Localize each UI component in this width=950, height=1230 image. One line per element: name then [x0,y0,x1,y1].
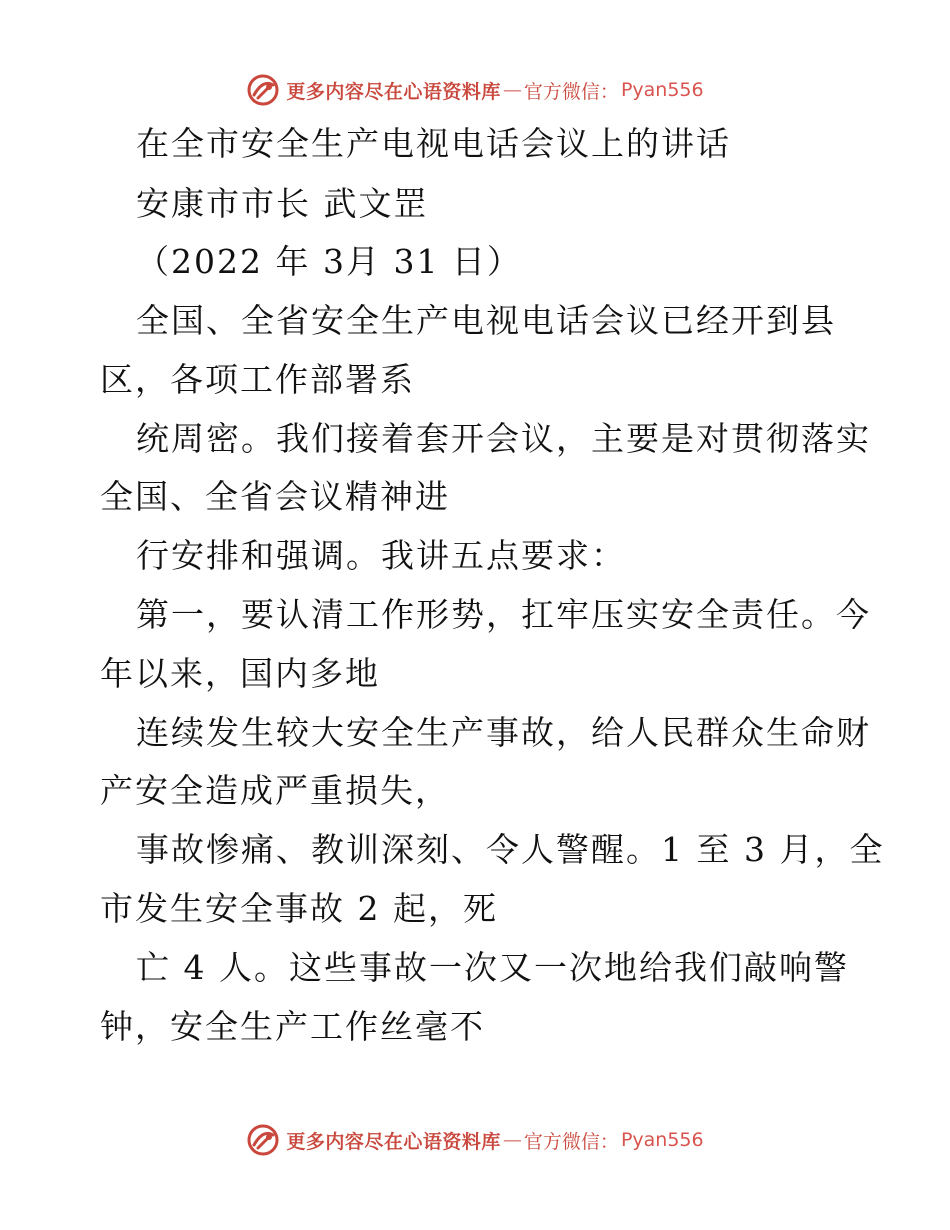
watermark-dash: — [502,1129,522,1151]
watermark-site-text: 更多内容尽在心语资料库 [286,80,501,103]
paragraph-line: 年以来，国内多地 [100,654,380,693]
paragraph-line: 亡 4 人。这些事故一次又一次地给我们敲响警 [136,948,849,987]
watermark-official-label: 官方微信： [523,1130,619,1153]
watermark-footer [0,1120,950,1160]
paragraph-line: 区，各项工作部署系 [100,360,415,399]
paragraph-line: 事故惨痛、教训深刻、令人警醒。1 至 3 月，全 [136,830,885,869]
paragraph-line: 市发生安全事故 2 起，死 [100,889,498,928]
brand-logo-icon [246,73,280,107]
paragraph-line: 行安排和强调。我讲五点要求： [136,536,626,575]
paragraph-line: 第一，要认清工作形势，扛牢压实安全责任。今 [136,595,871,634]
watermark-header [0,70,950,110]
watermark-account: Pyan556 [620,1129,704,1151]
paragraph-line: 统周密。我们接着套开会议，主要是对贯彻落实 [136,419,871,458]
paragraph-line: 产安全造成严重损失， [100,771,450,810]
brand-logo-icon [246,1123,280,1157]
paragraph-line: 全国、全省安全生产电视电话会议已经开到县 [136,301,836,340]
watermark-site-text: 更多内容尽在心语资料库 [286,1130,501,1153]
document-date: （2022 年 3月 31 日） [136,242,522,281]
paragraph-line: 全国、全省会议精神进 [100,477,450,516]
watermark-dash: — [502,79,522,101]
paragraph-line: 钟，安全生产工作丝毫不 [100,1007,485,1046]
paragraph-line: 连续发生较大安全生产事故，给人民群众生命财 [136,713,871,752]
document-author: 安康市市长 武文罡 [136,184,429,223]
watermark-account: Pyan556 [620,79,704,101]
watermark-official-label: 官方微信： [523,80,619,103]
document-title: 在全市安全生产电视电话会议上的讲话 [136,124,731,163]
